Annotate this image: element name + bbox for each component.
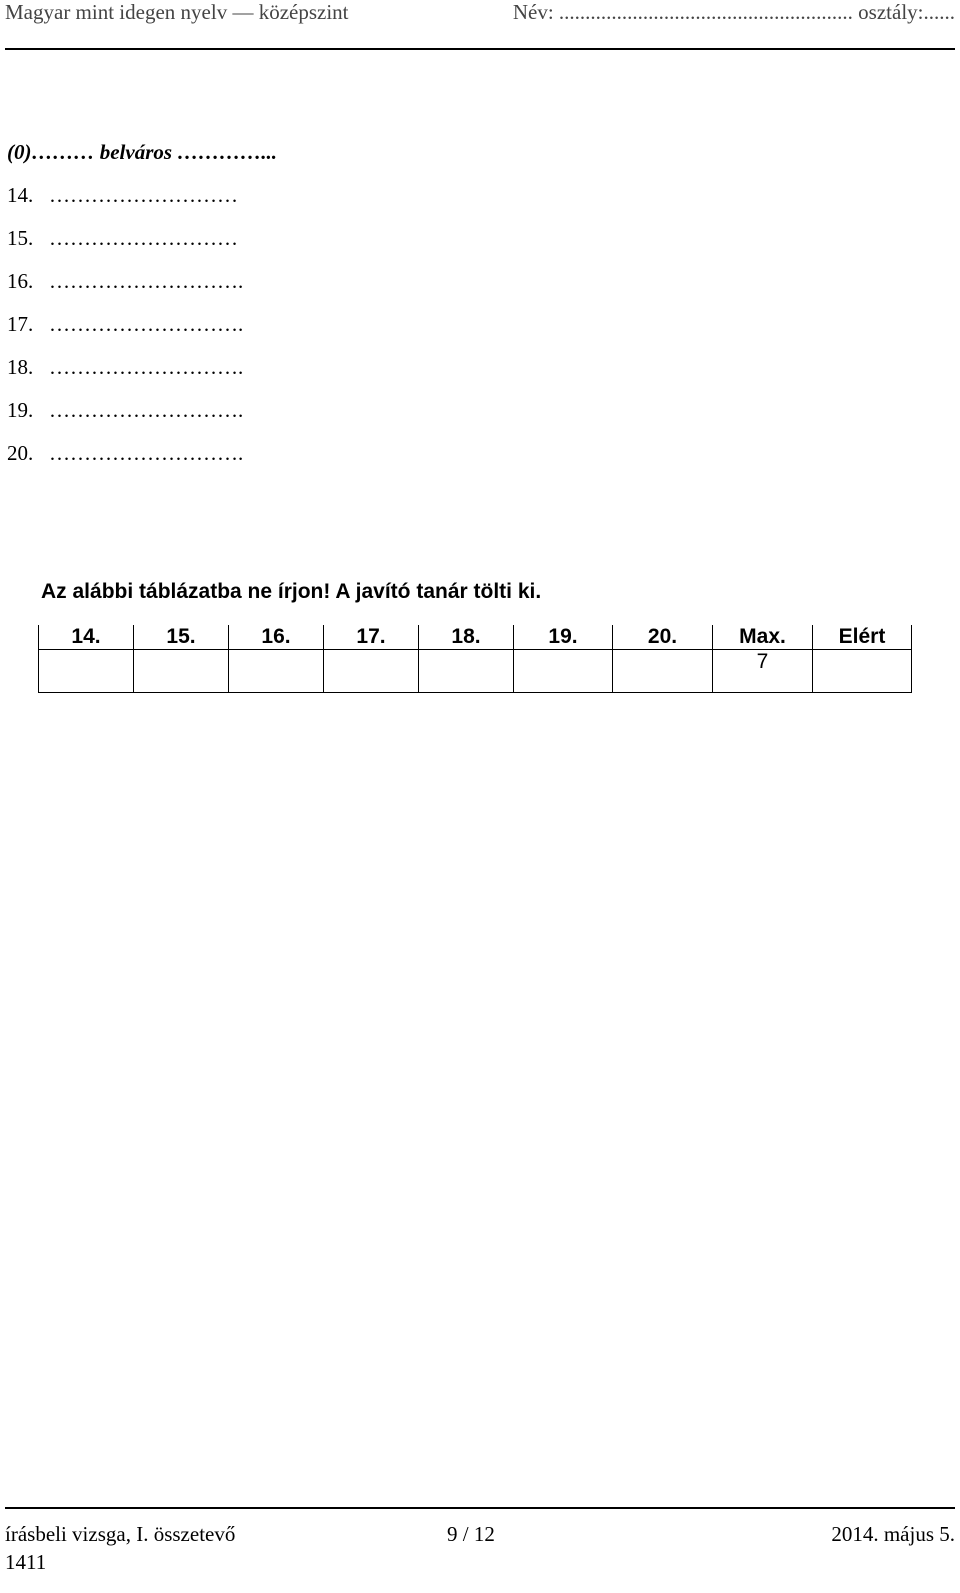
answer-number: 18. bbox=[7, 355, 34, 379]
answer-line-17 bbox=[7, 306, 277, 349]
answer-line-19 bbox=[7, 392, 277, 435]
page-footer bbox=[5, 1507, 955, 1574]
score-header-row bbox=[39, 625, 912, 650]
score-header-cell: 19. bbox=[514, 625, 613, 650]
score-header-cell: 17. bbox=[324, 625, 419, 650]
score-cell-15 bbox=[134, 650, 229, 693]
score-cell-max: 7 bbox=[713, 650, 813, 693]
footer-exam-part: írásbeli vizsga, I. összetevő bbox=[5, 1522, 236, 1546]
score-cell-14 bbox=[39, 650, 134, 693]
score-cell-19 bbox=[514, 650, 613, 693]
answer-blank: ………………………. bbox=[49, 355, 244, 379]
page-number: 9 / 12 bbox=[447, 1522, 495, 1546]
exam-code: 1411 bbox=[5, 1550, 47, 1574]
score-cell-16 bbox=[229, 650, 324, 693]
score-cell-17 bbox=[324, 650, 419, 693]
grader-note: Az alábbi táblázatba ne írjon! A javító tanár tölti ki. bbox=[41, 580, 542, 603]
answer-blank: ………………………. bbox=[49, 441, 244, 465]
name-class-field: Név: ........................................................ osztály:...... bbox=[512, 0, 955, 24]
score-header-cell: Max. bbox=[713, 625, 813, 650]
answer-blank: ………………………. bbox=[49, 269, 244, 293]
exam-date: 2014. május 5. bbox=[831, 1522, 955, 1546]
answer-blank: ……………………… bbox=[49, 183, 238, 207]
answer-number: 14. bbox=[7, 183, 34, 207]
score-header-cell: Elért bbox=[813, 625, 912, 650]
score-table bbox=[38, 625, 912, 693]
score-value-row bbox=[39, 650, 912, 693]
score-header-cell: 18. bbox=[419, 625, 514, 650]
score-header-cell: 16. bbox=[229, 625, 324, 650]
answer-lines bbox=[7, 134, 277, 478]
answer-number: 16. bbox=[7, 269, 34, 293]
answer-number: 17. bbox=[7, 312, 34, 336]
answer-number: 19. bbox=[7, 398, 34, 422]
exam-title: Magyar mint idegen nyelv — középszint bbox=[5, 0, 349, 24]
answer-blank: ………………………. bbox=[49, 312, 244, 336]
answer-line-14 bbox=[7, 177, 277, 220]
score-header-cell: 14. bbox=[39, 625, 134, 650]
example-answer: (0)……… belváros …………... bbox=[7, 140, 278, 164]
answer-line-16 bbox=[7, 263, 277, 306]
score-cell-20 bbox=[613, 650, 713, 693]
answer-number: 15. bbox=[7, 226, 34, 250]
answer-line-18 bbox=[7, 349, 277, 392]
answer-line-20 bbox=[7, 435, 277, 478]
page-header bbox=[5, 0, 955, 50]
score-cell-achieved bbox=[813, 650, 912, 693]
answer-line-15 bbox=[7, 220, 277, 263]
score-header-cell: 20. bbox=[613, 625, 713, 650]
answer-number: 20. bbox=[7, 441, 34, 465]
score-cell-18 bbox=[419, 650, 514, 693]
score-header-cell: 15. bbox=[134, 625, 229, 650]
answer-blank: ……………………… bbox=[49, 226, 238, 250]
answer-blank: ………………………. bbox=[49, 398, 244, 422]
